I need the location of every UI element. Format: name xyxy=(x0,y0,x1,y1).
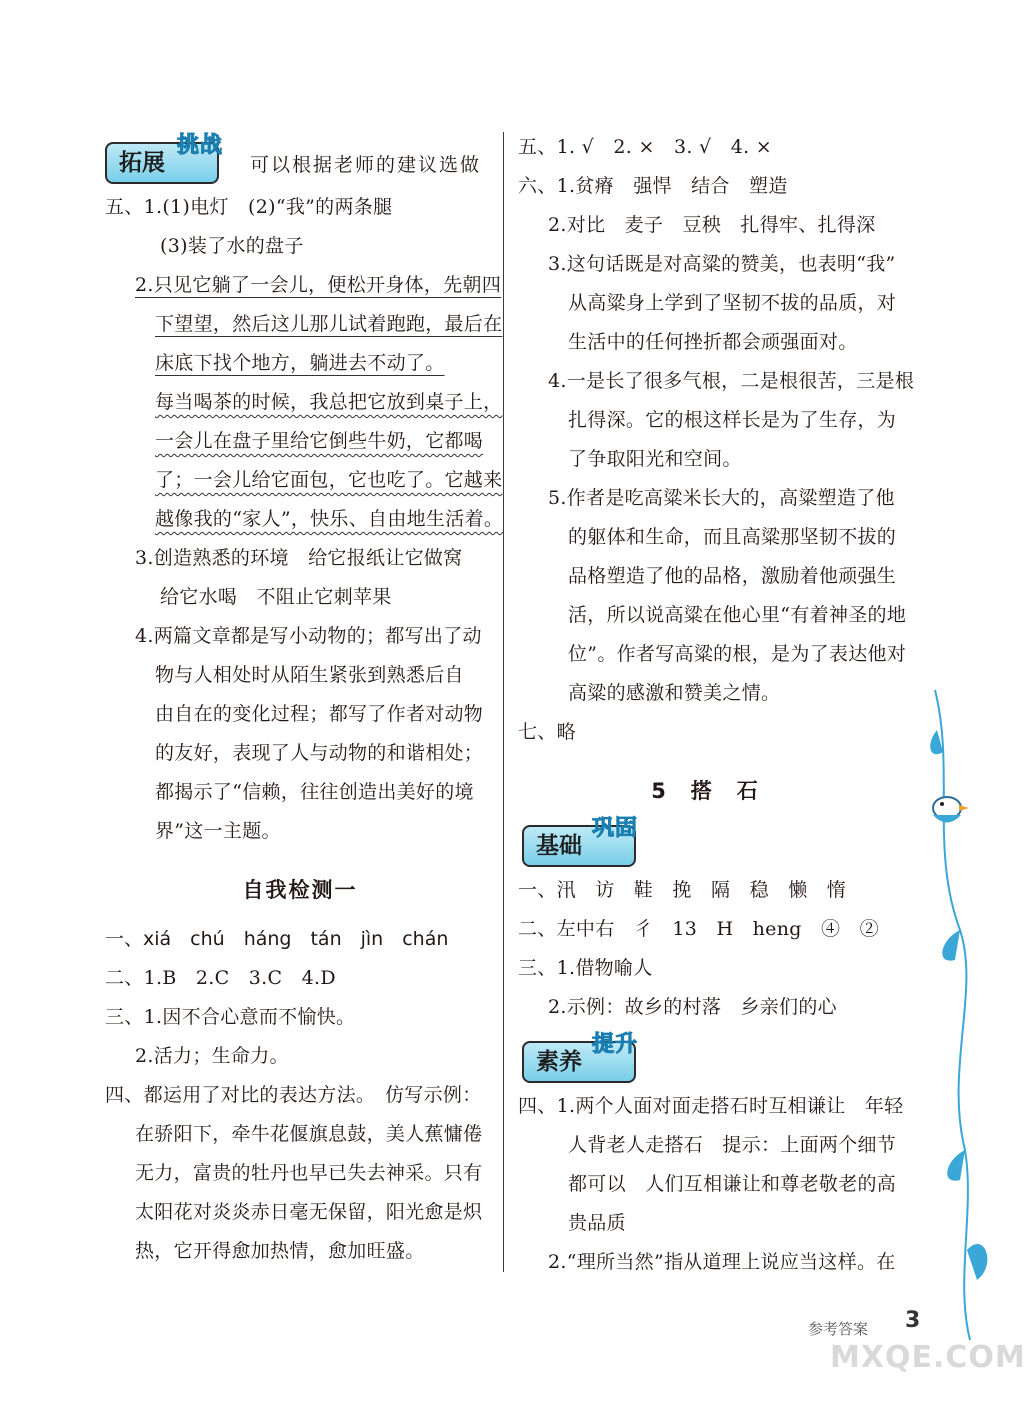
answer-line: 2.对比 麦子 豆秧 扎得牢、扎得深 xyxy=(548,214,876,236)
answer-line: 了争取阳光和空间。 xyxy=(568,448,742,470)
section-title-ziwojiance: 自我检测一 xyxy=(242,878,358,902)
answer-line: 七、略 xyxy=(518,721,576,743)
right-column xyxy=(518,128,915,1282)
answer-line: 的躯体和生命，而且高粱那坚韧不拔的 xyxy=(568,526,897,548)
answer-line: 太阳花对炎炎赤日毫无保留，阳光愈是炽 xyxy=(135,1201,483,1223)
answer-line: 二、1.B 2.C 3.C 4.D xyxy=(105,967,336,989)
answer-line: 一、汛 访 鞋 挽 隔 稳 懒 惰 xyxy=(518,879,847,901)
answer-line: 2.只见它躺了一会儿，便松开身体，先朝四 xyxy=(135,274,502,296)
answer-line: 位”。作者写高粱的根，是为了表达他对 xyxy=(568,643,907,665)
badge-main: 素养 xyxy=(522,1041,636,1083)
answer-line: 2.活力；生命力。 xyxy=(135,1045,289,1067)
vine-decoration-icon xyxy=(925,690,1000,1340)
answer-line: 六、1.贫瘠 强悍 结合 塑造 xyxy=(518,175,788,197)
page-number: 3 xyxy=(905,1308,921,1333)
answer-line: 二、左中右 彳 13 H heng ④ ② xyxy=(518,918,879,940)
answer-line: 界”这一主题。 xyxy=(155,820,281,842)
badge-tuozhan xyxy=(105,128,495,186)
answer-line: 一会儿在盘子里给它倒些牛奶，它都喝 xyxy=(155,430,484,452)
answer-line: 3.创造熟悉的环境 给它报纸让它做窝 xyxy=(135,547,463,569)
answer-line: 物与人相处时从陌生紧张到熟悉后自 xyxy=(155,664,464,686)
badge-note: 可以根据老师的建议选做 xyxy=(250,154,482,176)
answer-line: 2.“理所当然”指从道理上说应当这样。在 xyxy=(548,1251,896,1273)
badge-suyang xyxy=(518,1027,903,1085)
badge-main: 基础 xyxy=(522,825,636,867)
answer-line: 贵品质 xyxy=(568,1212,626,1234)
answer-line: (3)装了水的盘子 xyxy=(160,235,304,257)
watermark-text: MXQE.COM xyxy=(830,1340,1026,1375)
badge-jichu xyxy=(518,811,903,869)
badge-pop: 巩固 xyxy=(592,816,639,841)
answer-line: 活，所以说高粱在他心里“有着神圣的地 xyxy=(568,604,907,626)
answer-line: 了；一会儿给它面包，它也吃了。它越来 xyxy=(155,469,503,491)
answer-line: 生活中的任何挫折都会顽强面对。 xyxy=(568,331,858,353)
answer-line: 一、xiá chú háng tán jìn chán xyxy=(105,928,449,950)
column-divider xyxy=(503,132,504,1272)
section-title-dashi: 5 搭 石 xyxy=(651,779,760,803)
answer-line: 的友好，表现了人与动物的和谐相处； xyxy=(155,742,484,764)
answer-line: 都可以 人们互相谦让和尊老敬老的高 xyxy=(568,1173,897,1195)
answer-line: 2.示例：故乡的村落 乡亲们的心 xyxy=(548,996,837,1018)
left-column xyxy=(105,128,504,1271)
badge-pop: 提升 xyxy=(592,1032,639,1057)
answer-line: 高粱的感激和赞美之情。 xyxy=(568,682,781,704)
answer-line: 四、1.两个人面对面走搭石时互相谦让 年轻 xyxy=(518,1095,904,1117)
answer-line: 每当喝茶的时候，我总把它放到桌子上， xyxy=(155,391,503,413)
badge-pop: 挑战 xyxy=(177,133,224,158)
answer-line: 在骄阳下，牵牛花偃旗息鼓，美人蕉慵倦 xyxy=(135,1123,483,1145)
footer-label: 参考答案 xyxy=(808,1320,869,1338)
answer-line: 由自在的变化过程；都写了作者对动物 xyxy=(155,703,484,725)
answer-line: 三、1.因不合心意而不愉快。 xyxy=(105,1006,356,1028)
answer-line: 越像我的“家人”，快乐、自由地生活着。 xyxy=(155,508,504,530)
answer-line: 5.作者是吃高粱米长大的，高粱塑造了他 xyxy=(548,487,895,509)
answer-line: 3.这句话既是对高粱的赞美，也表明“我” xyxy=(548,253,896,275)
answer-line: 给它水喝 不阻止它刺苹果 xyxy=(160,586,392,608)
answer-line: 人背老人走搭石 提示：上面两个细节 xyxy=(568,1134,897,1156)
answer-line: 三、1.借物喻人 xyxy=(518,957,653,979)
answer-line: 五、1.(1)电灯 (2)“我”的两条腿 xyxy=(105,196,393,218)
answer-line: 从高粱身上学到了坚韧不拔的品质，对 xyxy=(568,292,897,314)
answer-line: 都揭示了“信赖，往往创造出美好的境 xyxy=(155,781,474,803)
answer-line: 品格塑造了他的品格，激励着他顽强生 xyxy=(568,565,897,587)
badge-main: 拓展 xyxy=(105,142,219,184)
answer-line: 床底下找个地方，躺进去不动了。 xyxy=(155,352,445,374)
answer-line: 扎得深。它的根这样长是为了生存，为 xyxy=(568,409,897,431)
answer-line: 无力，富贵的牡丹也早已失去神采。只有 xyxy=(135,1162,483,1184)
answer-line: 4.两篇文章都是写小动物的；都写出了动 xyxy=(135,625,482,647)
answer-line: 下望望，然后这儿那儿试着跑跑，最后在 xyxy=(155,313,503,335)
answer-line: 四、都运用了对比的表达方法。 仿写示例： xyxy=(105,1084,482,1106)
answer-line: 热，它开得愈加热情，愈加旺盛。 xyxy=(135,1240,425,1262)
answer-line: 4.一是长了很多气根，二是根很苦，三是根 xyxy=(548,370,915,392)
answer-line: 五、1. √ 2. × 3. √ 4. × xyxy=(518,136,773,158)
